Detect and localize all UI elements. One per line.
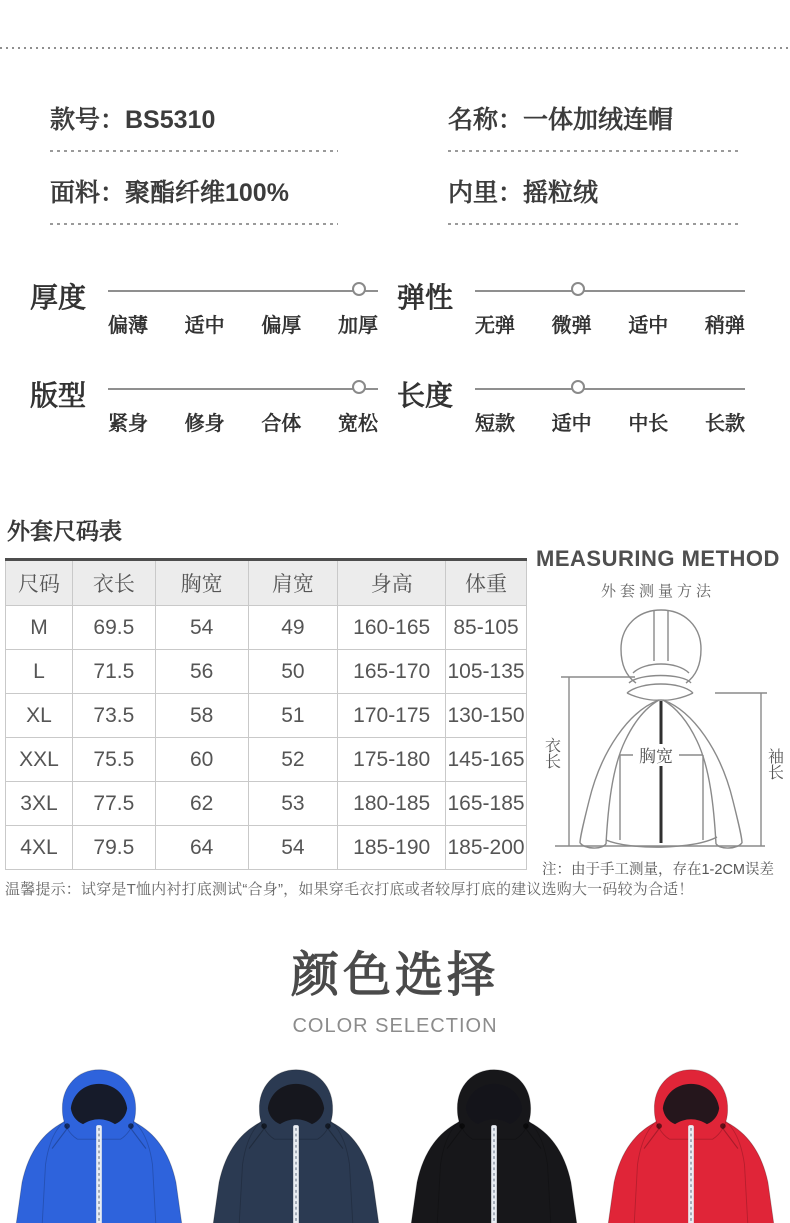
slider-track xyxy=(108,290,378,292)
info-field-style-no xyxy=(50,97,338,152)
info-field-name xyxy=(448,97,738,152)
size-cell: 52 xyxy=(248,738,338,782)
table-row xyxy=(6,650,527,694)
size-cell: 165-185 xyxy=(446,782,527,826)
size-cell: 54 xyxy=(155,606,248,650)
info-field-text: 面料：聚酯纤维100% xyxy=(50,179,289,207)
jacket-image xyxy=(597,1066,785,1223)
dashed-underline xyxy=(50,223,338,225)
info-field-text: 名称：一体加绒连帽 xyxy=(448,106,674,134)
attr-option: 偏薄 xyxy=(108,315,148,337)
size-table-title: 外套尺码表 xyxy=(7,518,122,544)
size-cell: 185-190 xyxy=(338,826,446,870)
header-cell: 胸宽 xyxy=(155,560,248,606)
size-cell: 77.5 xyxy=(72,782,155,826)
size-cell: 180-185 xyxy=(338,782,446,826)
dashed-underline xyxy=(50,150,338,152)
attribute-sliders xyxy=(30,258,775,436)
attr-label: 长度 xyxy=(397,380,454,411)
size-cell: 54 xyxy=(248,826,338,870)
size-cell: 49 xyxy=(248,606,338,650)
header-cell: 肩宽 xyxy=(248,560,338,606)
header-cell: 身高 xyxy=(338,560,446,606)
attr-option: 中长 xyxy=(628,413,669,435)
size-cell: 145-165 xyxy=(446,738,527,782)
slider-knob xyxy=(571,380,585,394)
jacket-image xyxy=(5,1066,193,1223)
slider-knob xyxy=(352,380,366,394)
attribute-length xyxy=(397,356,745,436)
size-cell: 4XL xyxy=(6,826,73,870)
dotted-divider xyxy=(0,47,790,49)
product-info xyxy=(50,97,738,225)
size-table xyxy=(5,558,527,870)
size-cell: 160-165 xyxy=(338,606,446,650)
dashed-underline xyxy=(448,223,738,225)
table-row xyxy=(6,826,527,870)
jacket-swatch-red xyxy=(593,1052,790,1223)
slider-track xyxy=(475,388,745,390)
size-cell: 62 xyxy=(155,782,248,826)
size-cell: 175-180 xyxy=(338,738,446,782)
attr-option: 修身 xyxy=(184,413,225,435)
slider-knob xyxy=(571,282,585,296)
attr-option: 宽松 xyxy=(337,413,378,435)
attr-option: 紧身 xyxy=(108,413,148,435)
attr-option: 微弹 xyxy=(551,315,592,337)
attr-option: 加厚 xyxy=(337,315,378,337)
info-field-text: 内里：摇粒绒 xyxy=(448,179,599,207)
size-cell: 73.5 xyxy=(72,694,155,738)
color-selection-subtitle: COLOR SELECTION xyxy=(292,1015,498,1037)
table-row xyxy=(6,782,527,826)
info-field-text: 款号：BS5310 xyxy=(50,106,216,134)
size-cell: M xyxy=(6,606,73,650)
info-field-fabric xyxy=(50,170,338,225)
attr-option: 偏厚 xyxy=(261,315,302,337)
size-cell: XXL xyxy=(6,738,73,782)
size-tip: 温馨提示：试穿是T恤内衬打底测试“合身”，如果穿毛衣打底或者较厚打底的建议选购大一码较为合适！ xyxy=(5,881,694,898)
jacket-swatch-navy xyxy=(198,1052,396,1223)
size-cell: 165-170 xyxy=(338,650,446,694)
attr-label: 厚度 xyxy=(30,282,87,313)
measuring-method xyxy=(529,546,787,879)
attr-option: 适中 xyxy=(628,315,669,337)
slider-track xyxy=(108,388,378,390)
size-cell: 3XL xyxy=(6,782,73,826)
size-cell: 170-175 xyxy=(338,694,446,738)
size-cell: 105-135 xyxy=(446,650,527,694)
measuring-method-subtitle: 外套测量方法 xyxy=(600,583,715,600)
size-cell: XL xyxy=(6,694,73,738)
size-cell: 60 xyxy=(155,738,248,782)
measure-label-length: 衣长 xyxy=(542,737,560,769)
size-cell: 75.5 xyxy=(72,738,155,782)
size-cell: 56 xyxy=(155,650,248,694)
slider-track xyxy=(475,290,745,292)
color-selection xyxy=(0,936,790,1038)
size-cell: 50 xyxy=(248,650,338,694)
jacket-swatch-blue xyxy=(0,1052,198,1223)
attribute-thickness xyxy=(30,258,378,338)
table-row xyxy=(6,738,527,782)
attr-option: 合体 xyxy=(261,413,302,435)
attribute-elasticity xyxy=(397,258,745,338)
attr-option: 适中 xyxy=(551,413,592,435)
jacket-swatches xyxy=(0,1052,790,1223)
attr-label: 版型 xyxy=(30,380,87,411)
header-cell: 衣长 xyxy=(72,560,155,606)
size-table-header-row xyxy=(6,560,527,606)
jacket-image xyxy=(202,1066,390,1223)
measure-label-sleeve: 袖长 xyxy=(765,748,783,780)
jacket-image xyxy=(400,1066,588,1223)
attr-option: 适中 xyxy=(184,315,225,337)
size-cell: 130-150 xyxy=(446,694,527,738)
color-selection-title: 颜色选择 xyxy=(290,949,499,1002)
attr-option: 长款 xyxy=(704,413,745,435)
attr-option: 短款 xyxy=(475,413,515,435)
slider-knob xyxy=(352,282,366,296)
jacket-swatch-black xyxy=(395,1052,593,1223)
measure-note: 注：由于手工测量，存在1-2CM误差 xyxy=(541,862,774,878)
size-cell: 71.5 xyxy=(72,650,155,694)
attr-option: 稍弹 xyxy=(704,315,745,337)
measure-label-chest: 胸宽 xyxy=(639,747,673,766)
size-cell: 53 xyxy=(248,782,338,826)
size-cell: 58 xyxy=(155,694,248,738)
size-cell: 64 xyxy=(155,826,248,870)
info-field-lining xyxy=(448,170,738,225)
size-cell: 69.5 xyxy=(72,606,155,650)
dashed-underline xyxy=(448,150,738,152)
attribute-fit xyxy=(30,356,378,436)
table-row xyxy=(6,694,527,738)
size-cell: 185-200 xyxy=(446,826,527,870)
size-cell: 79.5 xyxy=(72,826,155,870)
attr-option: 无弹 xyxy=(475,315,515,337)
jacket-measure-diagram xyxy=(533,603,783,853)
measuring-method-title: MEASURING METHOD xyxy=(536,546,780,571)
header-cell: 尺码 xyxy=(6,560,73,606)
size-cell: 85-105 xyxy=(446,606,527,650)
header-cell: 体重 xyxy=(446,560,527,606)
table-row xyxy=(6,606,527,650)
size-cell: 51 xyxy=(248,694,338,738)
attr-label: 弹性 xyxy=(397,282,454,313)
size-cell: L xyxy=(6,650,73,694)
